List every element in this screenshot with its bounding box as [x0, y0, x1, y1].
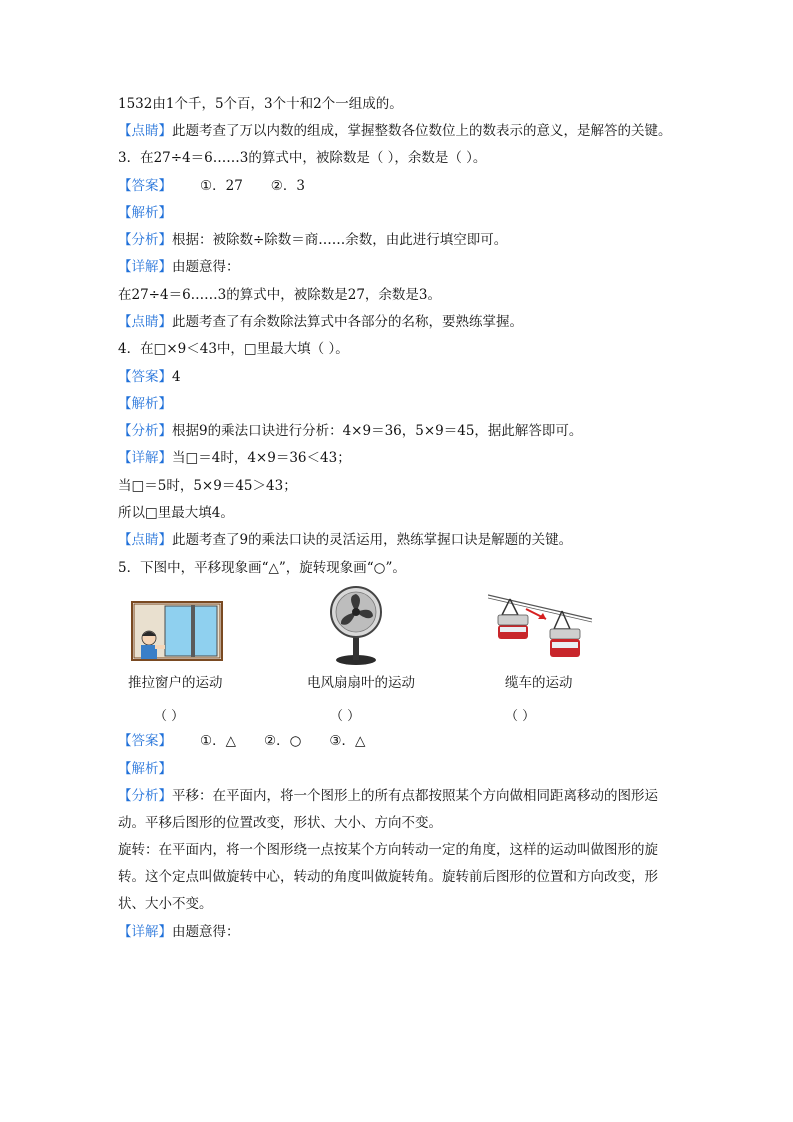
- answer-line: [118, 367, 181, 387]
- label-tag: 【解析】: [118, 396, 172, 412]
- label-tag: 【分析】: [118, 232, 172, 248]
- text-line: [118, 230, 507, 250]
- text-line: [118, 922, 240, 942]
- text-line: 所以□里最大填4。: [118, 505, 234, 521]
- label-tag: 【点睛】: [118, 314, 172, 330]
- label-tag: 【答案】: [118, 733, 172, 749]
- answer-line: [118, 731, 365, 751]
- text-line: 在27÷4＝6……3的算式中，被除数是27，余数是3。: [118, 287, 442, 303]
- text-line: [118, 421, 582, 441]
- text-line: [118, 786, 658, 806]
- label-tag: 【答案】: [118, 369, 172, 385]
- label-tag: 【点睛】: [118, 123, 172, 139]
- label-tag: 【详解】: [118, 259, 172, 275]
- question-4: 4．在□×9＜43中，□里最大填（ ）。: [118, 341, 349, 357]
- label-tag: 【解析】: [118, 205, 172, 221]
- text-content: 此题考查了万以内数的组成，掌握整数各位数位上的数表示的意义，是解答的关键。: [172, 123, 672, 139]
- text-line: [118, 530, 572, 550]
- text-line: [118, 257, 240, 277]
- text-content: 当□＝4时，4×9＝36＜43；: [172, 450, 351, 466]
- answer-blank: （ ）: [330, 709, 361, 724]
- text-line: [118, 394, 172, 414]
- fan-icon: [328, 586, 384, 666]
- figure-caption: 推拉窗户的运动: [128, 675, 223, 691]
- answer-line: [118, 176, 305, 196]
- text-line: 转。这个定点叫做旋转中心，转动的角度叫做旋转角。旋转前后图形的位置和方向改变，形: [118, 869, 658, 885]
- answer-item: ②．○: [264, 733, 302, 749]
- text-line: 1532由1个千，5个百，3个十和2个一组成的。: [118, 96, 403, 112]
- label-tag: 【答案】: [118, 178, 172, 194]
- answer-item: ③．△: [329, 733, 366, 749]
- text-line: 状、大小不变。: [118, 896, 213, 912]
- figure-caption: 电风扇扇叶的运动: [307, 675, 415, 691]
- answer-blank: （ ）: [154, 709, 185, 724]
- question-3: 3．在27÷4＝6……3的算式中，被除数是（ ），余数是（ ）。: [118, 150, 487, 166]
- text-line: [118, 121, 672, 141]
- answer-item: ①．△: [200, 733, 236, 749]
- label-tag: 【分析】: [118, 788, 172, 804]
- text-line: 动。平移后图形的位置改变，形状、大小、方向不变。: [118, 815, 442, 831]
- label-tag: 【详解】: [118, 924, 172, 940]
- text-content: 根据9的乘法口诀进行分析：4×9＝36，5×9＝45，据此解答即可。: [172, 423, 583, 439]
- label-tag: 【详解】: [118, 450, 172, 466]
- text-line: [118, 203, 172, 223]
- answer-item: 4: [172, 369, 181, 385]
- text-line: [118, 448, 351, 468]
- answer-item: ②．3: [270, 178, 305, 194]
- cable-car-icon: [488, 589, 592, 665]
- text-content: 由题意得：: [172, 259, 240, 275]
- figure-caption: 缆车的运动: [505, 675, 573, 691]
- window-icon: [131, 601, 223, 661]
- label-tag: 【点睛】: [118, 532, 172, 548]
- text-content: 此题考查了有余数除法算式中各部分的名称，要熟练掌握。: [172, 314, 523, 330]
- text-line: 旋转：在平面内，将一个图形绕一点按某个方向转动一定的角度，这样的运动叫做图形的旋: [118, 842, 658, 858]
- label-tag: 【分析】: [118, 423, 172, 439]
- text-line: [118, 759, 172, 779]
- text-content: 此题考查了9的乘法口诀的灵活运用，熟练掌握口诀是解题的关键。: [172, 532, 573, 548]
- text-content: 由题意得：: [172, 924, 240, 940]
- answer-blank: （ ）: [505, 709, 536, 724]
- answer-item: ①．27: [200, 178, 243, 194]
- text-content: 根据：被除数÷除数＝商……余数，由此进行填空即可。: [172, 232, 508, 248]
- question-5: 5．下图中，平移现象画“△”，旋转现象画“○”。: [118, 560, 406, 576]
- text-line: [118, 312, 523, 332]
- text-content: 平移：在平面内，将一个图形上的所有点都按照某个方向做相同距离移动的图形运: [172, 788, 658, 804]
- text-line: 当□＝5时，5×9＝45＞43；: [118, 478, 297, 494]
- label-tag: 【解析】: [118, 761, 172, 777]
